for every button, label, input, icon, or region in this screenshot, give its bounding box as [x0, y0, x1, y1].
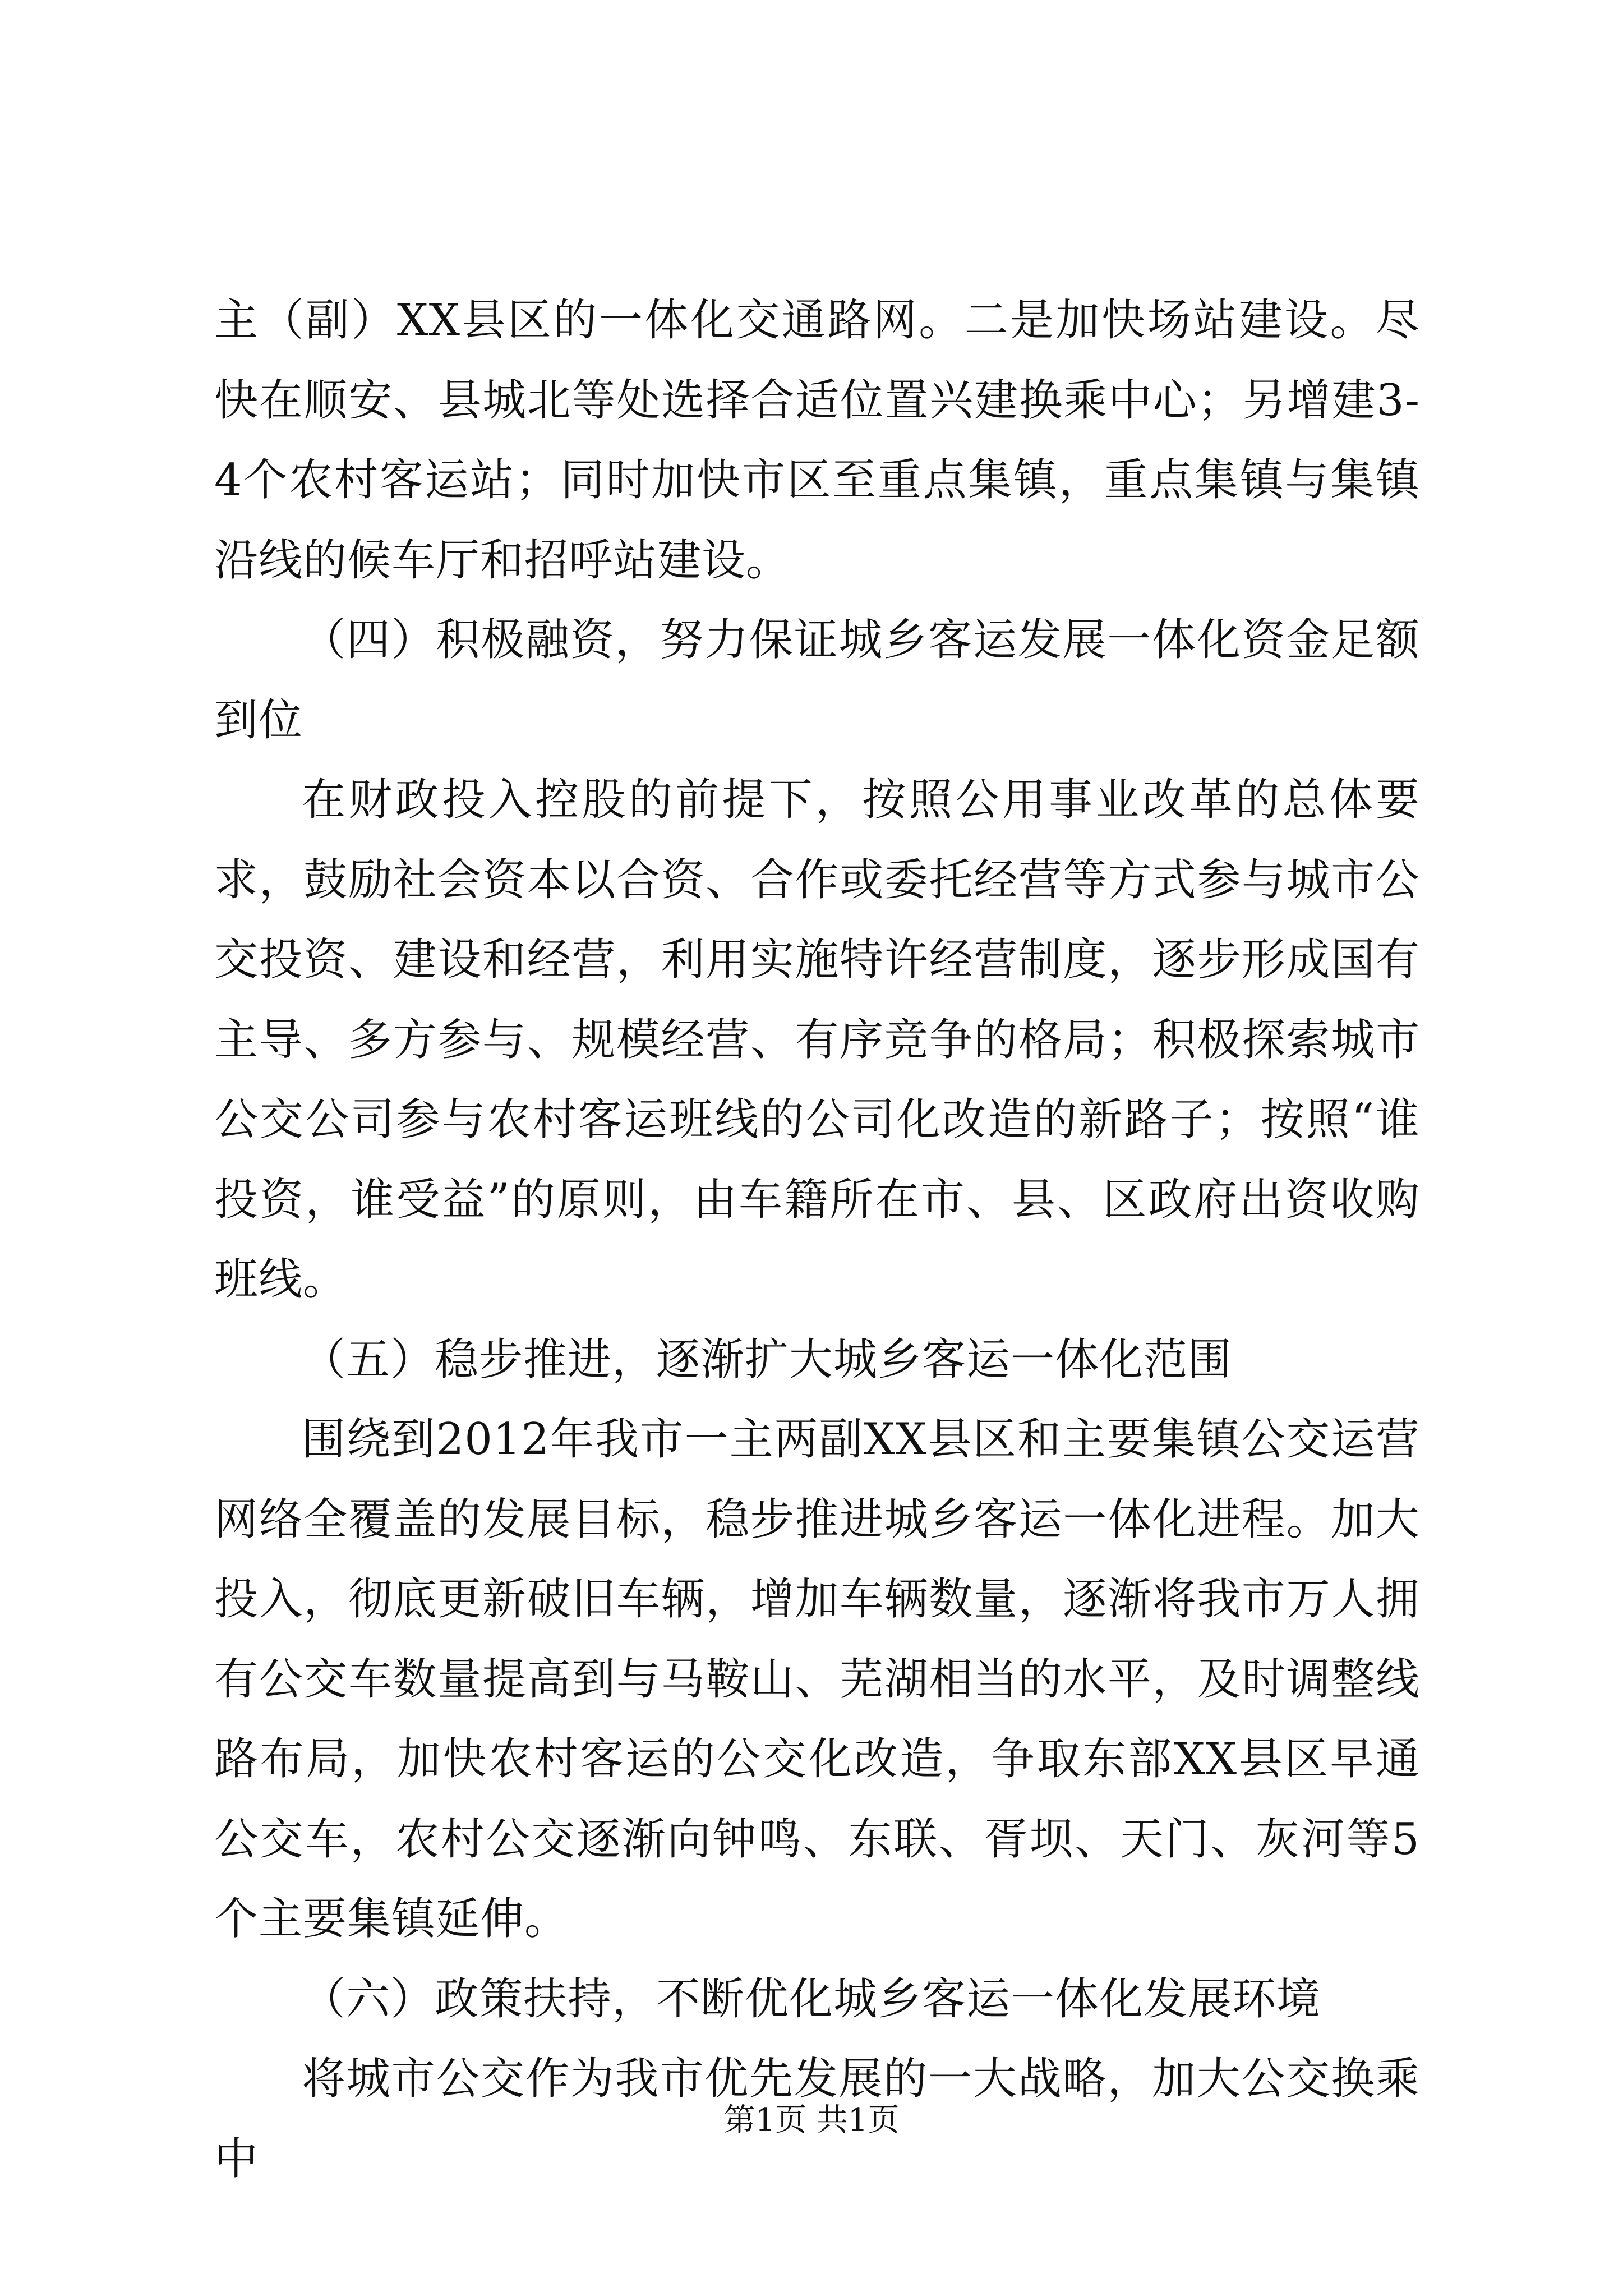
paragraph-policy: 将城市公交作为我市优先发展的一大战略，加大公交换乘中	[214, 2054, 1420, 2184]
document-body	[214, 280, 1420, 2199]
section-heading-5: （五）稳步推进，逐渐扩大城乡客运一体化范围	[302, 1334, 1233, 1385]
paragraph-continuation: 主（副）XX县区的一体化交通路网。二是加快场站建设。尽快在顺安、县城北等处选择合适位置兴建换乘中心；另增建3-4个农村客运站；同时加快市区至重点集镇，重点集镇与集镇沿线的候车厅和招呼站建设。	[214, 295, 1420, 586]
paragraph-expansion: 围绕到2012年我市一主两副XX县区和主要集镇公交运营网络全覆盖的发展目标，稳步推进城乡客运一体化进程。加大投入，彻底更新破旧车辆，增加车辆数量，逐渐将我市万人拥有公交车数量提高到与马鞍山、芜湖相当的水平，及时调整线路布局，加快农村客运的公交化改造，争取东部XX县区早通公交车，农村公交逐渐向钟鸣、东联、胥坝、天门、灰河等5个主要集镇延伸。	[214, 1414, 1420, 1944]
page-footer: 第1页 共1页	[723, 2102, 900, 2138]
section-heading-4: （四）积极融资，努力保证城乡客运发展一体化资金足额到位	[214, 615, 1420, 746]
section-heading-6: （六）政策扶持，不断优化城乡客运一体化发展环境	[302, 1973, 1321, 2024]
paragraph-financing: 在财政投入控股的前提下，按照公用事业改革的总体要求，鼓励社会资本以合资、合作或委托经营等方式参与城市公交投资、建设和经营，利用实施特许经营制度，逐步形成国有主导、多方参与、规模经营、有序竞争的格局；积极探索城市公交公司参与农村客运班线的公司化改造的新路子；按照“谁投资，谁受益”的原则，由车籍所在市、县、区政府出资收购班线。	[214, 775, 1420, 1305]
